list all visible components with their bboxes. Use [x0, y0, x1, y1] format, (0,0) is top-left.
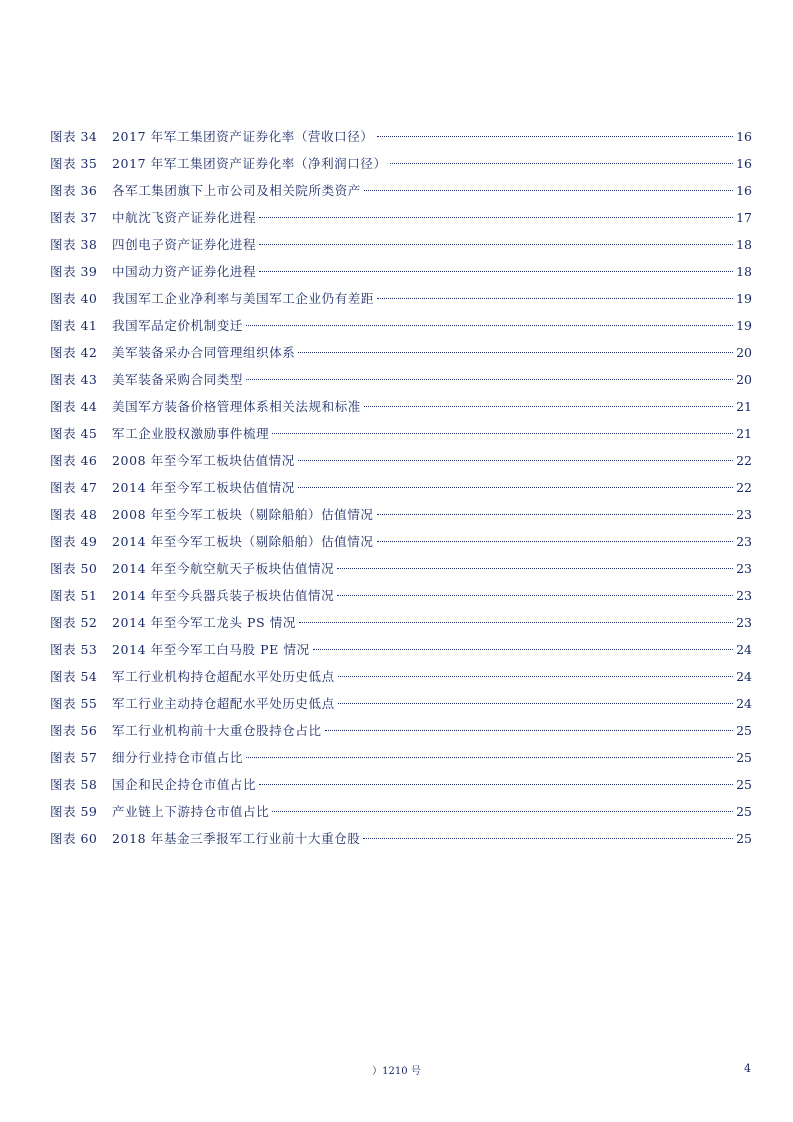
toc-dot-leader [363, 838, 733, 839]
toc-entry-title: 细分行业持仓市值占比 [112, 750, 244, 765]
toc-entry-page: 23 [736, 615, 752, 630]
toc-entry-title: 美军装备采购合同类型 [112, 372, 244, 387]
toc-entry[interactable] [50, 285, 752, 312]
toc-dot-leader [377, 298, 733, 299]
toc-dot-leader [246, 325, 733, 326]
toc-entry[interactable] [50, 150, 752, 177]
toc-entry[interactable] [50, 582, 752, 609]
toc-entry[interactable] [50, 663, 752, 690]
toc-entry[interactable] [50, 771, 752, 798]
toc-entry-title: 军工行业主动持仓超配水平处历史低点 [112, 696, 335, 711]
toc-dot-leader [298, 487, 733, 488]
toc-entry[interactable] [50, 447, 752, 474]
toc-entry-title: 军工行业机构持仓超配水平处历史低点 [112, 669, 335, 684]
toc-entry[interactable] [50, 690, 752, 717]
toc-dot-leader [259, 784, 733, 785]
toc-dot-leader [377, 136, 734, 137]
toc-entry-label: 图表 45 [50, 426, 98, 441]
toc-entry-label: 图表 40 [50, 291, 98, 306]
toc-entry-label: 图表 51 [50, 588, 98, 603]
toc-entry-label: 图表 53 [50, 642, 98, 657]
toc-entry[interactable] [50, 366, 752, 393]
toc-entry-title: 2017 年军工集团资产证券化率（营收口径） [112, 129, 374, 144]
toc-entry-label: 图表 52 [50, 615, 98, 630]
toc-entry-page: 24 [736, 669, 752, 684]
toc-entry-title: 2014 年至今军工板块估值情况 [112, 480, 295, 495]
toc-entry-title: 2014 年至今兵器兵装子板块估值情况 [112, 588, 335, 603]
toc-dot-leader [299, 622, 733, 623]
toc-entry-title: 美国军方装备价格管理体系相关法规和标准 [112, 399, 361, 414]
toc-entry-label: 图表 38 [50, 237, 98, 252]
toc-entry-label: 图表 39 [50, 264, 98, 279]
toc-entry-label: 图表 41 [50, 318, 98, 333]
toc-dot-leader [390, 163, 734, 164]
toc-entry-label: 图表 35 [50, 156, 98, 171]
toc-entry-label: 图表 54 [50, 669, 98, 684]
toc-entry-page: 21 [736, 399, 752, 414]
toc-dot-leader [364, 406, 733, 407]
toc-dot-leader [272, 433, 733, 434]
toc-dot-leader [259, 244, 733, 245]
toc-entry[interactable] [50, 420, 752, 447]
toc-entry-page: 25 [736, 777, 752, 792]
toc-entry-page: 25 [736, 723, 752, 738]
toc-entry-title: 2018 年基金三季报军工行业前十大重仓股 [112, 831, 361, 846]
toc-entry[interactable] [50, 501, 752, 528]
toc-dot-leader [298, 460, 733, 461]
toc-entry-label: 图表 49 [50, 534, 98, 549]
toc-entry-label: 图表 43 [50, 372, 98, 387]
toc-entry[interactable] [50, 555, 752, 582]
toc-entry-title: 中国动力资产证券化进程 [112, 264, 257, 279]
toc-entry-label: 图表 55 [50, 696, 98, 711]
toc-entry-page: 22 [736, 453, 752, 468]
toc-entry-title: 各军工集团旗下上市公司及相关院所类资产 [112, 183, 361, 198]
toc-entry[interactable] [50, 312, 752, 339]
footer-page-number: 4 [744, 1062, 751, 1075]
toc-dot-leader [337, 568, 733, 569]
toc-entry[interactable] [50, 231, 752, 258]
toc-entry[interactable] [50, 258, 752, 285]
toc-entry-title: 军工行业机构前十大重仓股持仓占比 [112, 723, 322, 738]
toc-entry-title: 美军装备采办合同管理组织体系 [112, 345, 296, 360]
toc-entry-page: 18 [736, 264, 752, 279]
toc-entry[interactable] [50, 528, 752, 555]
toc-entry-title: 2008 年至今军工板块（剔除船舶）估值情况 [112, 507, 374, 522]
table-of-figures [50, 123, 752, 852]
toc-entry-page: 21 [736, 426, 752, 441]
toc-entry-label: 图表 59 [50, 804, 98, 819]
toc-entry[interactable] [50, 339, 752, 366]
toc-dot-leader [364, 190, 733, 191]
toc-entry-label: 图表 57 [50, 750, 98, 765]
toc-entry-label: 图表 36 [50, 183, 98, 198]
toc-dot-leader [259, 217, 733, 218]
toc-entry-page: 23 [736, 534, 752, 549]
toc-entry-title: 2014 年至今军工白马股 PE 情况 [112, 642, 310, 657]
toc-entry-title: 2014 年至今航空航天子板块估值情况 [112, 561, 335, 576]
toc-entry-label: 图表 34 [50, 129, 98, 144]
toc-entry-title: 2017 年军工集团资产证券化率（净利润口径） [112, 156, 387, 171]
toc-dot-leader [259, 271, 733, 272]
toc-entry-title: 2014 年至今军工板块（剔除船舶）估值情况 [112, 534, 374, 549]
toc-dot-leader [246, 379, 733, 380]
toc-entry-page: 18 [736, 237, 752, 252]
toc-entry-page: 24 [736, 642, 752, 657]
toc-entry-title: 我国军品定价机制变迁 [112, 318, 244, 333]
toc-entry-title: 产业链上下游持仓市值占比 [112, 804, 270, 819]
toc-dot-leader [377, 514, 734, 515]
toc-entry-label: 图表 58 [50, 777, 98, 792]
toc-entry-page: 23 [736, 561, 752, 576]
toc-entry-page: 20 [736, 345, 752, 360]
toc-entry-title: 中航沈飞资产证券化进程 [112, 210, 257, 225]
toc-entry-title: 2008 年至今军工板块估值情况 [112, 453, 295, 468]
toc-entry-title: 四创电子资产证券化进程 [112, 237, 257, 252]
toc-entry-label: 图表 50 [50, 561, 98, 576]
footer-reference: ）1210 号 [372, 1066, 421, 1077]
toc-entry-label: 图表 37 [50, 210, 98, 225]
toc-entry[interactable] [50, 717, 752, 744]
toc-entry[interactable] [50, 825, 752, 852]
toc-entry-title: 国企和民企持仓市值占比 [112, 777, 257, 792]
toc-entry[interactable] [50, 123, 752, 150]
toc-dot-leader [246, 757, 733, 758]
toc-entry-page: 25 [736, 750, 752, 765]
toc-entry-title: 军工企业股权激励事件梳理 [112, 426, 270, 441]
toc-entry[interactable] [50, 636, 752, 663]
toc-dot-leader [313, 649, 733, 650]
toc-entry-page: 20 [736, 372, 752, 387]
toc-entry-page: 24 [736, 696, 752, 711]
toc-entry[interactable] [50, 393, 752, 420]
toc-dot-leader [338, 676, 733, 677]
toc-entry[interactable] [50, 177, 752, 204]
toc-entry-page: 25 [736, 804, 752, 819]
toc-entry-page: 16 [736, 156, 752, 171]
toc-entry-page: 25 [736, 831, 752, 846]
toc-entry-label: 图表 46 [50, 453, 98, 468]
toc-entry-title: 2014 年至今军工龙头 PS 情况 [112, 615, 297, 630]
toc-entry-label: 图表 44 [50, 399, 98, 414]
toc-dot-leader [298, 352, 733, 353]
toc-entry-label: 图表 60 [50, 831, 98, 846]
toc-entry-page: 22 [736, 480, 752, 495]
toc-entry-page: 23 [736, 588, 752, 603]
toc-entry-label: 图表 42 [50, 345, 98, 360]
toc-entry-label: 图表 56 [50, 723, 98, 738]
toc-dot-leader [325, 730, 733, 731]
toc-entry-page: 17 [736, 210, 752, 225]
toc-entry[interactable] [50, 204, 752, 231]
toc-dot-leader [272, 811, 733, 812]
toc-entry[interactable] [50, 744, 752, 771]
toc-dot-leader [377, 541, 734, 542]
toc-entry[interactable] [50, 609, 752, 636]
toc-entry-page: 23 [736, 507, 752, 522]
toc-entry-page: 16 [736, 183, 752, 198]
toc-entry-label: 图表 48 [50, 507, 98, 522]
toc-entry-label: 图表 47 [50, 480, 98, 495]
toc-entry-page: 19 [736, 318, 752, 333]
toc-dot-leader [338, 703, 733, 704]
toc-dot-leader [337, 595, 733, 596]
toc-entry[interactable] [50, 474, 752, 501]
toc-entry-page: 19 [736, 291, 752, 306]
toc-entry-page: 16 [736, 129, 752, 144]
toc-entry[interactable] [50, 798, 752, 825]
toc-entry-title: 我国军工企业净利率与美国军工企业仍有差距 [112, 291, 375, 306]
